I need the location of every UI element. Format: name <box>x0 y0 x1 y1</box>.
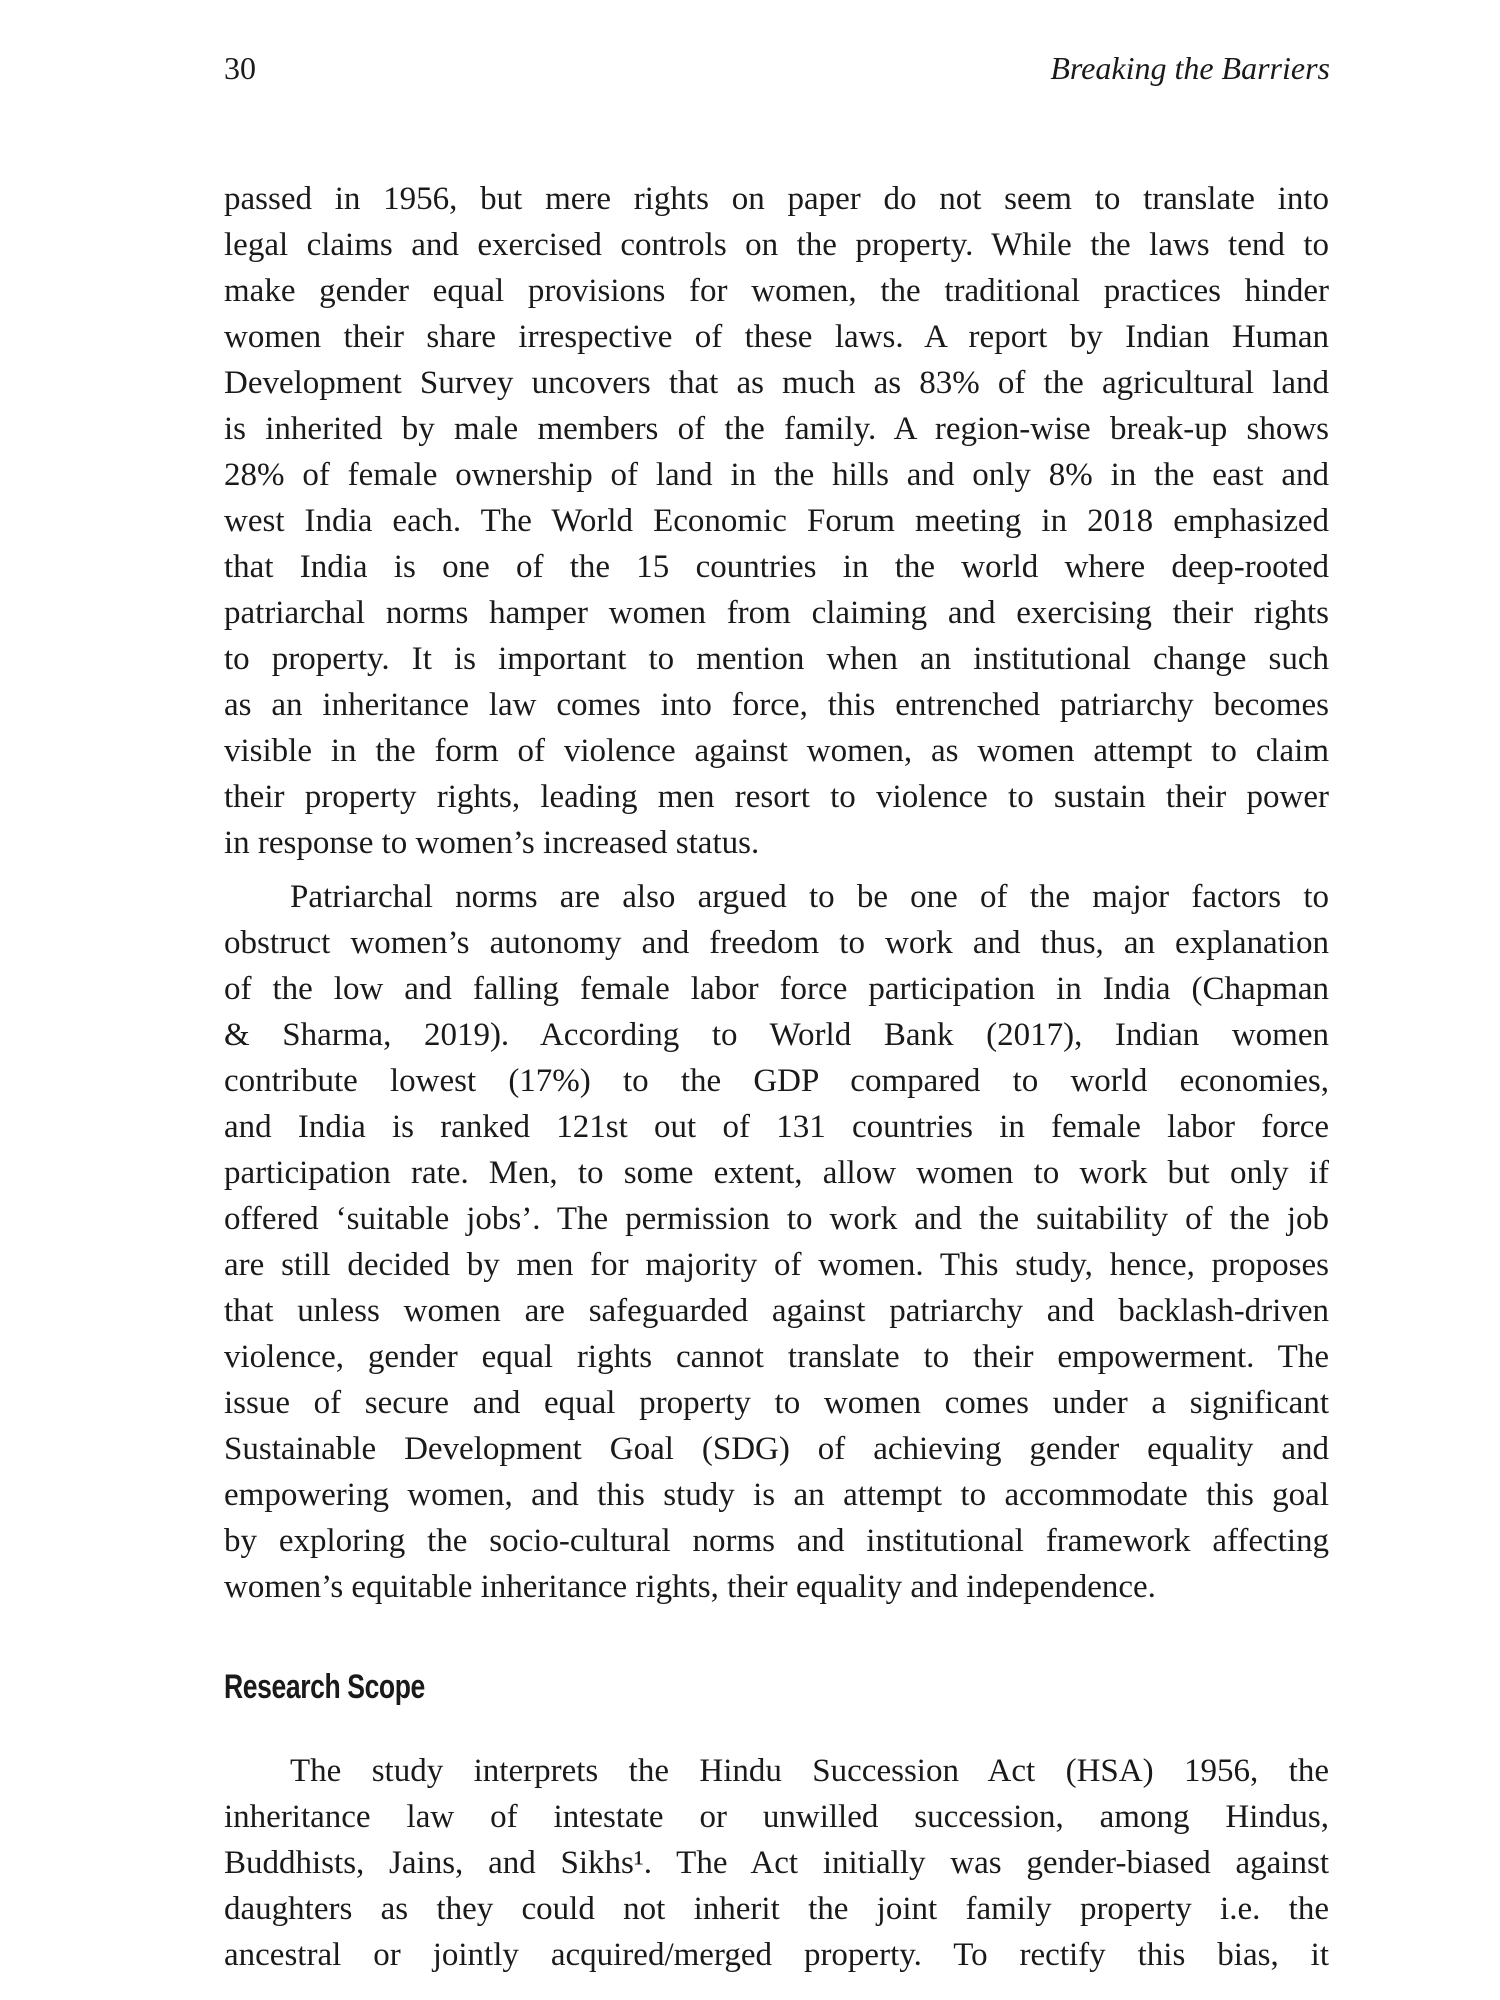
text-line: violence, gender equal rights cannot translate to their empowerment. The <box>224 1339 1329 1375</box>
text-line: their property rights, leading men resort to violence to sustain their power <box>224 779 1329 815</box>
text-line: empowering women, and this study is an attempt to accommodate this goal <box>224 1477 1329 1513</box>
text-line: participation rate. Men, to some extent, allow women to work but only if <box>224 1155 1329 1191</box>
text-line: ancestral or jointly acquired/merged property. To rectify this bias, it <box>224 1937 1329 1973</box>
text-line: daughters as they could not inherit the joint family property i.e. the <box>224 1891 1329 1927</box>
text-line: women their share irrespective of these laws. A report by Indian Human <box>224 319 1329 355</box>
text-line: legal claims and exercised controls on the property. While the laws tend to <box>224 227 1329 263</box>
text-line: The study interprets the Hindu Succession Act (HSA) 1956, the <box>290 1753 1329 1789</box>
text-line: contribute lowest (17%) to the GDP compared to world economies, <box>224 1063 1329 1099</box>
text-line: visible in the form of violence against women, as women attempt to claim <box>224 733 1329 769</box>
text-line: to property. It is important to mention when an institutional change such <box>224 641 1329 677</box>
text-line: Sustainable Development Goal (SDG) of achieving gender equality and <box>224 1431 1329 1467</box>
text-line: passed in 1956, but mere rights on paper do not seem to translate into <box>224 181 1329 217</box>
text-line: and India is ranked 121st out of 131 countries in female labor force <box>224 1109 1329 1145</box>
text-line: Buddhists, Jains, and Sikhs¹. The Act initially was gender-biased against <box>224 1845 1329 1881</box>
text-line: as an inheritance law comes into force, this entrenched patriarchy becomes <box>224 687 1329 723</box>
text-line: Development Survey uncovers that as much as 83% of the agricultural land <box>224 365 1329 401</box>
section-heading: Research Scope <box>224 1668 425 1706</box>
text-line: west India each. The World Economic Forum meeting in 2018 emphasized <box>224 503 1329 539</box>
paragraph-3 <box>224 1748 1329 1978</box>
text-line: issue of secure and equal property to women comes under a significant <box>224 1385 1329 1421</box>
page-number: 30 <box>224 50 256 86</box>
text-line: of the low and falling female labor force participation in India (Chapman <box>224 971 1329 1007</box>
text-line: that unless women are safeguarded against patriarchy and backlash-driven <box>224 1293 1329 1329</box>
text-line: in response to women’s increased status. <box>224 825 760 861</box>
text-line: offered ‘suitable jobs’. The permission to work and the suitability of the job <box>224 1201 1329 1237</box>
text-line: is inherited by male members of the family. A region-wise break-up shows <box>224 411 1329 447</box>
text-line: obstruct women’s autonomy and freedom to work and thus, an explanation <box>224 925 1329 961</box>
text-line: that India is one of the 15 countries in the world where deep-rooted <box>224 549 1329 585</box>
text-line: patriarchal norms hamper women from claiming and exercising their rights <box>224 595 1329 631</box>
running-title: Breaking the Barriers <box>1050 50 1330 86</box>
text-line: are still decided by men for majority of women. This study, hence, proposes <box>224 1247 1329 1283</box>
text-line: inheritance law of intestate or unwilled succession, among Hindus, <box>224 1799 1329 1835</box>
paragraph-1 <box>224 176 1329 866</box>
text-line: make gender equal provisions for women, the traditional practices hinder <box>224 273 1329 309</box>
text-line: & Sharma, 2019). According to World Bank (2017), Indian women <box>224 1017 1329 1053</box>
text-line: women’s equitable inheritance rights, their equality and independence. <box>224 1569 1156 1605</box>
text-line: 28% of female ownership of land in the hills and only 8% in the east and <box>224 457 1329 493</box>
text-line: Patriarchal norms are also argued to be one of the major factors to <box>290 879 1329 915</box>
paragraph-2 <box>224 874 1329 1610</box>
text-line: by exploring the socio-cultural norms and institutional framework affecting <box>224 1523 1329 1559</box>
